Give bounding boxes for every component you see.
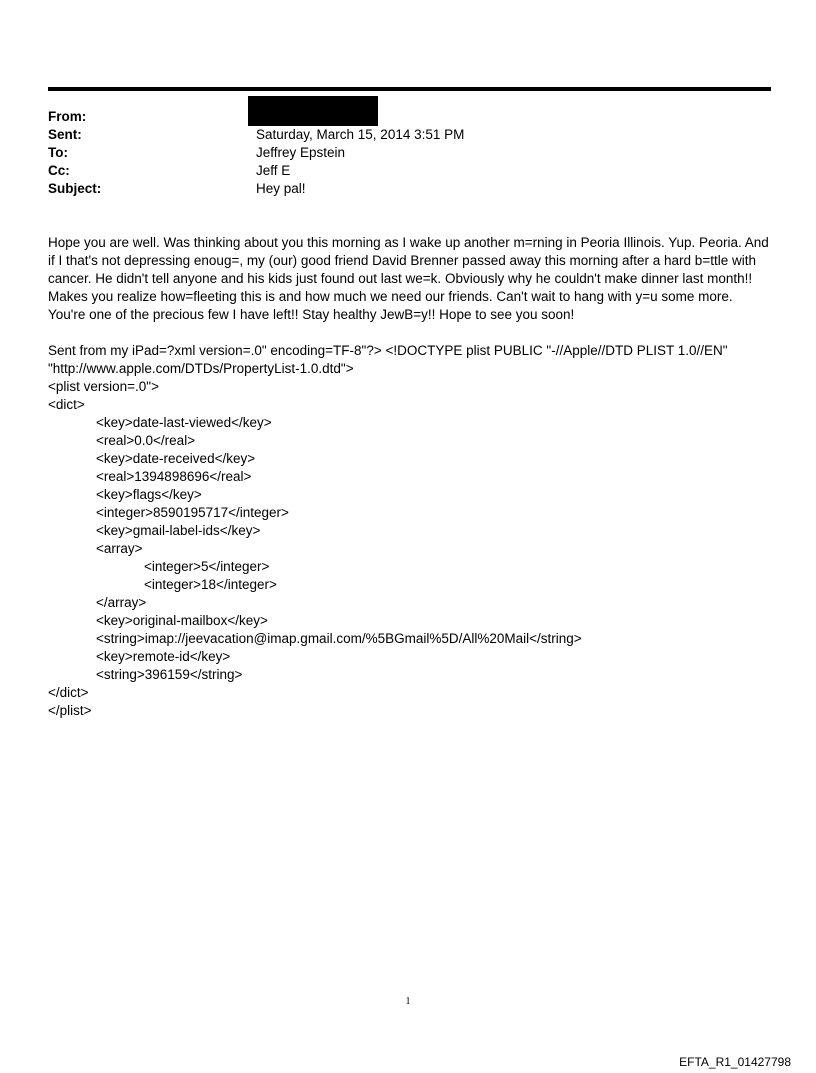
subject-label: Subject: (48, 181, 102, 196)
body-line: cancer. He didn't tell anyone and his kids just found out last we=k. Obviously why he couldn't make dinner last month!! (48, 271, 753, 286)
xml-line: <array> (96, 541, 143, 556)
xml-line: </array> (96, 595, 147, 610)
xml-line: <string>396159</string> (96, 667, 243, 682)
body-line: Hope you are well. Was thinking about you this morning as I wake up another m=rning in Peoria Illinois. Yup. Peoria. And (48, 235, 769, 250)
from-row (48, 108, 768, 126)
xml-line: <key>original-mailbox</key> (96, 613, 268, 628)
xml-line: <plist version=.0"> (48, 379, 159, 394)
xml-line: <integer>5</integer> (144, 559, 270, 574)
xml-line: </plist> (48, 703, 92, 718)
xml-line: </dict> (48, 685, 89, 700)
plist-block (48, 378, 778, 720)
subject-value: Hey pal! (256, 181, 306, 196)
sent-value: Saturday, March 15, 2014 3:51 PM (256, 127, 465, 142)
xml-line: <key>date-received</key> (96, 451, 256, 466)
xml-line: <integer>8590195717</integer> (96, 505, 289, 520)
xml-line: <key>flags</key> (96, 487, 202, 502)
xml-line: <key>remote-id</key> (96, 649, 231, 664)
signature-line: "http://www.apple.com/DTDs/PropertyList-1.0.dtd"> (48, 361, 354, 376)
sent-row (48, 126, 768, 144)
sent-label: Sent: (48, 127, 82, 142)
xml-line: <key>gmail-label-ids</key> (96, 523, 261, 538)
body-line: Makes you realize how=fleeting this is and how much we need our friends. Can't wait to hang with y=u some more. (48, 289, 733, 304)
to-value: Jeffrey Epstein (256, 145, 346, 160)
xml-line: <integer>18</integer> (144, 577, 277, 592)
page-number: 1 (405, 996, 411, 1007)
to-row (48, 144, 768, 162)
cc-row (48, 162, 768, 180)
xml-line: <string>imap://jeevacation@imap.gmail.com/%5BGmail%5D/All%20Mail</string> (96, 631, 582, 646)
xml-line: <real>1394898696</real> (96, 469, 252, 484)
header-rule (48, 87, 771, 91)
cc-value: Jeff E (256, 163, 291, 178)
to-label: To: (48, 145, 68, 160)
body-line: if I that's not depressing enoug=, my (our) good friend David Brenner passed away this morning after a hard b=ttle with (48, 253, 756, 268)
bates-number: EFTA_R1_01427798 (679, 1055, 791, 1069)
xml-line: <key>date-last-viewed</key> (96, 415, 272, 430)
from-label: From: (48, 109, 87, 124)
subject-row (48, 180, 768, 198)
from-value (256, 108, 768, 126)
xml-line: <dict> (48, 397, 85, 412)
xml-line: <real>0.0</real> (96, 433, 196, 448)
signature-line: Sent from my iPad=?xml version=.0" encoding=TF-8"?> <!DOCTYPE plist PUBLIC "-//Apple//DTD PLIST 1.0//EN" (48, 343, 728, 358)
email-header (48, 108, 768, 198)
cc-label: Cc: (48, 163, 70, 178)
email-body (48, 234, 778, 720)
body-line: You're one of the precious few I have left!! Stay healthy JewB=y!! Hope to see you soon! (48, 307, 575, 322)
